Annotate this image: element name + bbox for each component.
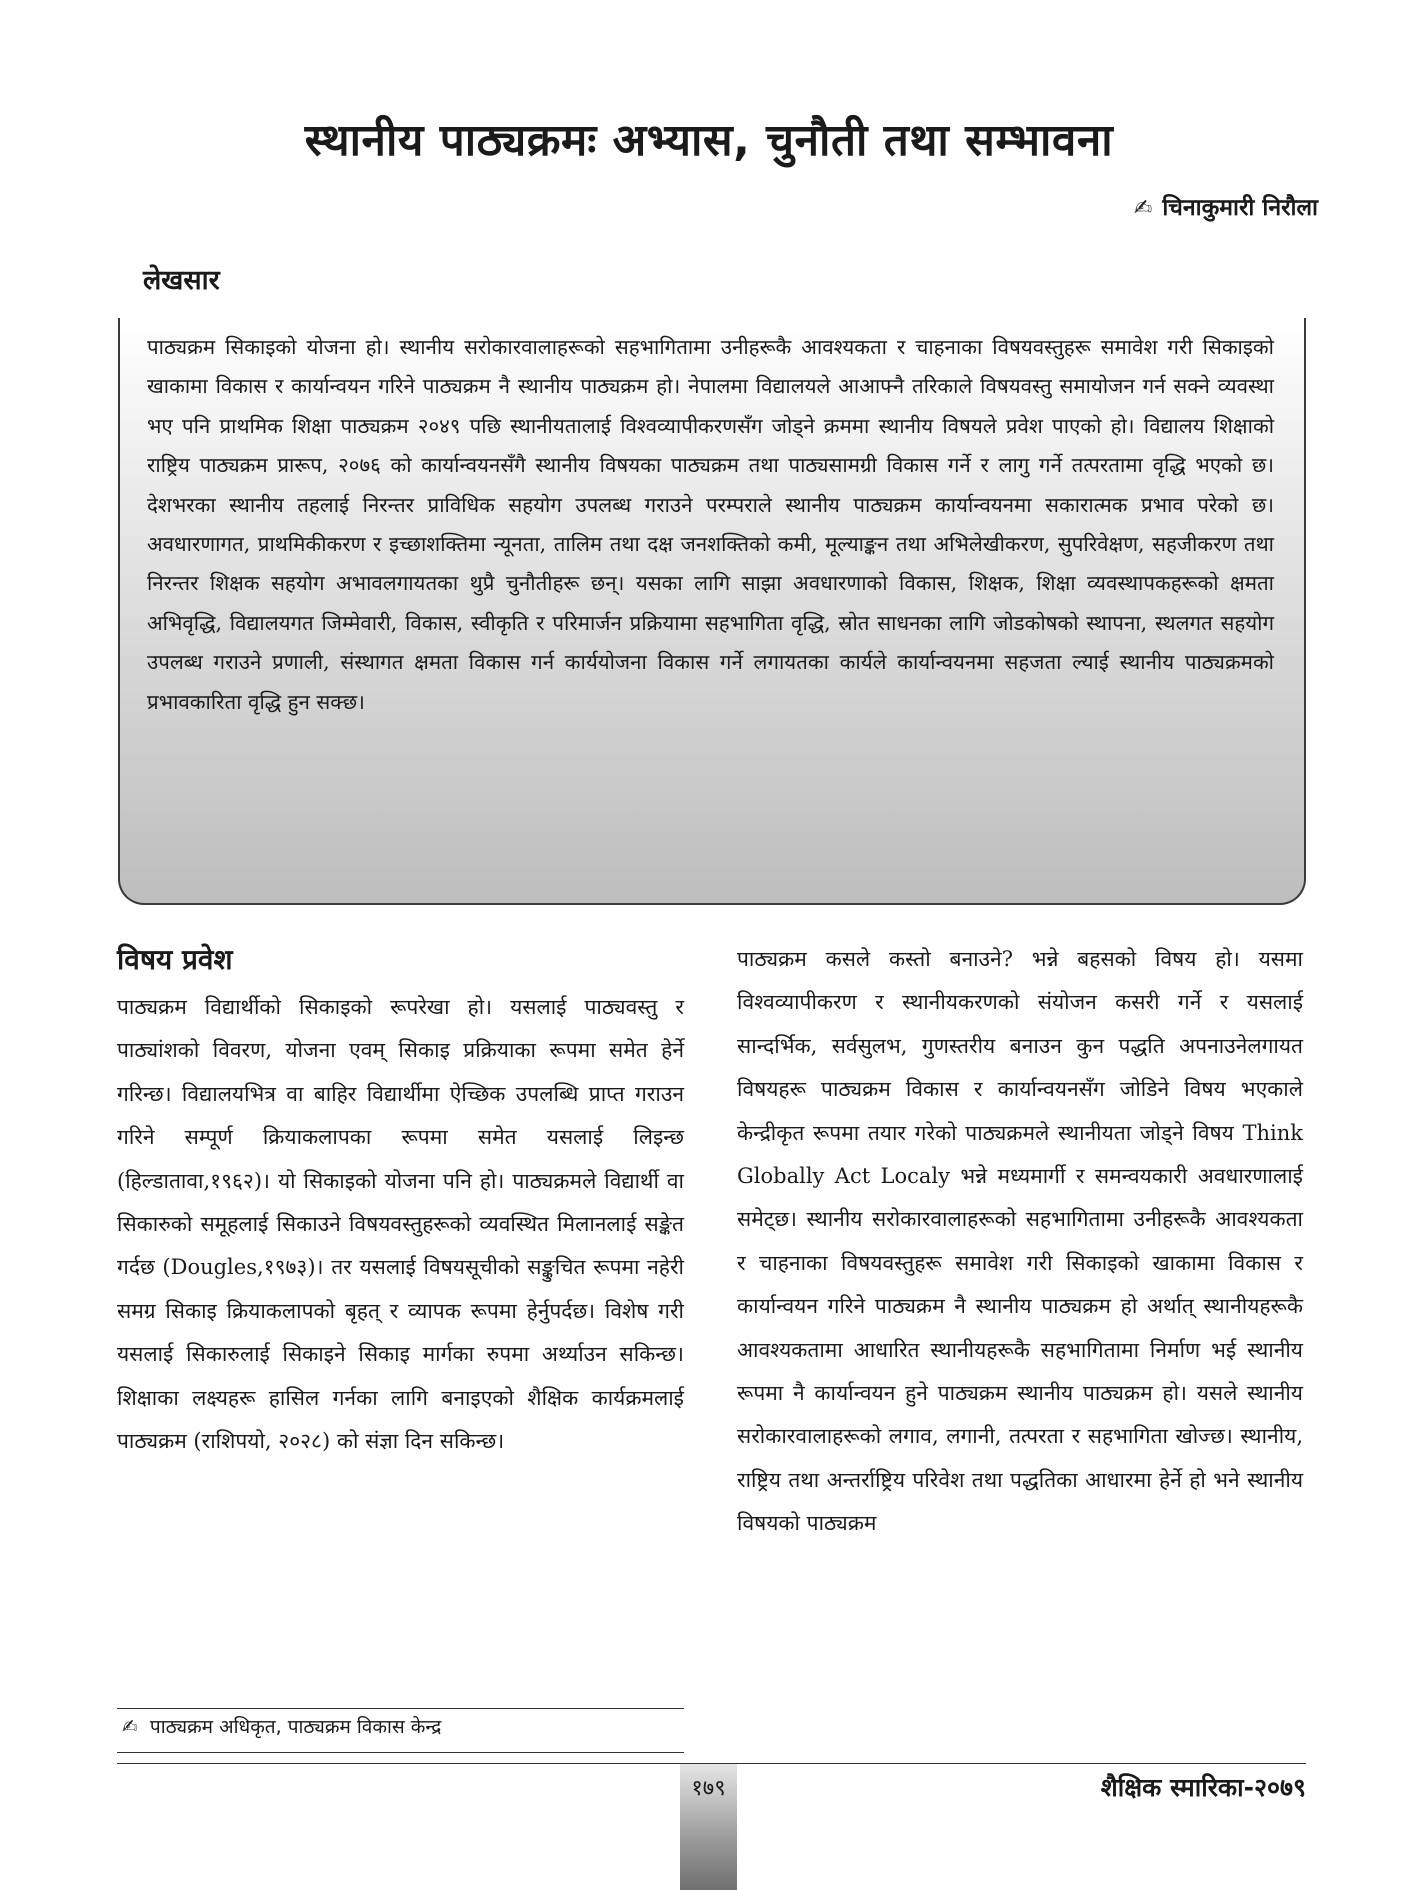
- body-column-left: पाठ्यक्रम विद्यार्थीको सिकाइको रूपरेखा हो। यसलाई पाठ्यवस्तु र पाठ्यांशको विवरण, योजना एवम् सिकाइ प्रक्रियाका रूपमा समेत हेर्ने गरिन्छ। विद्यालयभित्र वा बाहिर विद्यार्थीमा ऐच्छिक उपलब्धि प्राप्त गराउन गरिने सम्पूर्ण क्रियाकलापका रूपमा समेत यसलाई लिइन्छ (हिल्डातावा,१९६२)। यो सिकाइको योजना पनि हो। पाठ्यक्रमले विद्यार्थी वा सिकारुको समूहलाई सिकाउने विषयवस्तुहरूको व्यवस्थित मिलानलाई सङ्केत गर्दछ (Dougles,१९७३)। तर यसलाई विषयसूचीको सङ्कुचित रूपमा नहेरी समग्र सिकाइ क्रियाकलापको बृहत् र व्यापक रूपमा हेर्नुपर्दछ। विशेष गरी यसलाई सिकारुलाई सिकाइने सिकाइ मार्गका रुपमा अर्थ्याउन सकिन्छ। शिक्षाका लक्ष्यहरू हासिल गर्नका लागि बनाइएको शैक्षिक कार्यक्रमलाई पाठ्यक्रम (राशिपयो, २०२८) को संज्ञा दिन सकिन्छ।: [117, 995, 684, 1454]
- abstract-heading: लेखसार: [143, 265, 220, 296]
- footnote-text: पाठ्यक्रम अधिकृत, पाठ्यक्रम विकास केन्द्र: [149, 1716, 442, 1738]
- page-number: १७९: [691, 1776, 726, 1801]
- section-heading: विषय प्रवेश: [117, 943, 233, 976]
- footnote-divider: [117, 1708, 684, 1709]
- footnote-divider-bottom: [117, 1752, 684, 1753]
- article-title: स्थानीय पाठ्यक्रमः अभ्यास, चुनौती तथा सम्भावना: [304, 115, 1114, 166]
- abstract-box: [118, 318, 1306, 905]
- footnote: [122, 1713, 441, 1739]
- pen-writing-icon: ✍: [1133, 196, 1153, 221]
- abstract-text: पाठ्यक्रम सिकाइको योजना हो। स्थानीय सरोकारवालाहरूको सहभागितामा उनीहरूकै आवश्यकता र चाहनाका विषयवस्तुहरू समावेश गरी सिकाइको खाकामा विकास र कार्यान्वयन गरिने पाठ्यक्रम नै स्थानीय पाठ्यक्रम हो। नेपालमा विद्यालयले आआफ्नै तरिकाले विषयवस्तु समायोजन गर्न सक्ने व्यवस्था भए पनि प्राथमिक शिक्षा पाठ्यक्रम २०४९ पछि स्थानीयतालाई विश्वव्यापीकरणसँग जोड्ने क्रममा स्थानीय विषयले प्रवेश पाएको हो। विद्यालय शिक्षाको राष्ट्रिय पाठ्यक्रम प्रारूप, २०७६ को कार्यान्वयनसँगै स्थानीय विषयका पाठ्यक्रम तथा पाठ्यसामग्री विकास गर्ने र लागु गर्ने तत्परतामा वृद्धि भएको छ। देशभरका स्थानीय तहलाई निरन्तर प्राविधिक सहयोग उपलब्ध गराउने परम्पराले स्थानीय पाठ्यक्रम कार्यान्वयनमा सकारात्मक प्रभाव परेको छ। अवधारणागत, प्राथमिकीकरण र इच्छाशक्तिमा न्यूनता, तालिम तथा दक्ष जनशक्तिको कमी, मूल्याङ्कन तथा अभिलेखीकरण, सुपरिवेक्षण, सहजीकरण तथा निरन्तर शिक्षक सहयोग अभावलगायतका थुप्रै चुनौतीहरू छन्। यसका लागि साझा अवधारणाको विकास, शिक्षक, शिक्षा व्यवस्थापकहरूको क्षमता अभिवृद्धि, विद्यालयगत जिम्मेवारी, विकास, स्वीकृति र परिमार्जन प्रक्रियामा सहभागिता वृद्धि, स्रोत साधनका लागि जोडकोषको स्थापना, स्थलगत सहयोग उपलब्ध गराउने प्रणाली, संस्थागत क्षमता विकास गर्न कार्ययोजना विकास गर्ने लगायतका कार्यले कार्यान्वयनमा सहजता ल्याई स्थानीय पाठ्यक्रमको प्रभावकारिता वृद्धि हुन सक्छ।: [147, 335, 1274, 714]
- journal-name: शैक्षिक स्मारिका-२०७९: [1100, 1773, 1306, 1802]
- author-name: चिनाकुमारी निरौला: [1162, 195, 1318, 221]
- pen-writing-icon: ✍: [122, 1716, 138, 1738]
- author-line: [1134, 190, 1318, 222]
- body-column-right: पाठ्यक्रम कसले कस्तो बनाउने? भन्ने बहसको विषय हो। यसमा विश्वव्यापीकरण र स्थानीयकरणको संयोजन कसरी गर्ने र यसलाई सान्दर्भिक, सर्वसुलभ, गुणस्तरीय बनाउन कुन पद्धति अपनाउनेलगायत विषयहरू पाठ्यक्रम विकास र कार्यान्वयनसँग जोडिने विषय भएकाले केन्द्रीकृत रूपमा तयार गरेको पाठ्यक्रमले स्थानीयता जोड्ने विषय Think Globally Act Localy भन्ने मध्यमार्गी र समन्वयकारी अवधारणालाई समेट्छ। स्थानीय सरोकारवालाहरूको सहभागितामा उनीहरूकै आवश्यकता र चाहनाका विषयवस्तुहरू समावेश गरी सिकाइको खाकामा विकास र कार्यान्वयन गरिने पाठ्यक्रम नै स्थानीय पाठ्यक्रम हो अर्थात् स्थानीयहरूकै आवश्यकतामा आधारित स्थानीयहरूकै सहभागितामा निर्माण भई स्थानीय रूपमा नै कार्यान्वयन हुने पाठ्यक्रम स्थानीय पाठ्यक्रम हो। यसले स्थानीय सरोकारवालाहरूको लगाव, लगानी, तत्परता र सहभागिता खोज्छ। स्थानीय, राष्ट्रिय तथा अन्तर्राष्ट्रिय परिवेश तथा पद्धतिका आधारमा हेर्ने हो भने स्थानीय विषयको पाठ्यक्रम: [737, 947, 1303, 1536]
